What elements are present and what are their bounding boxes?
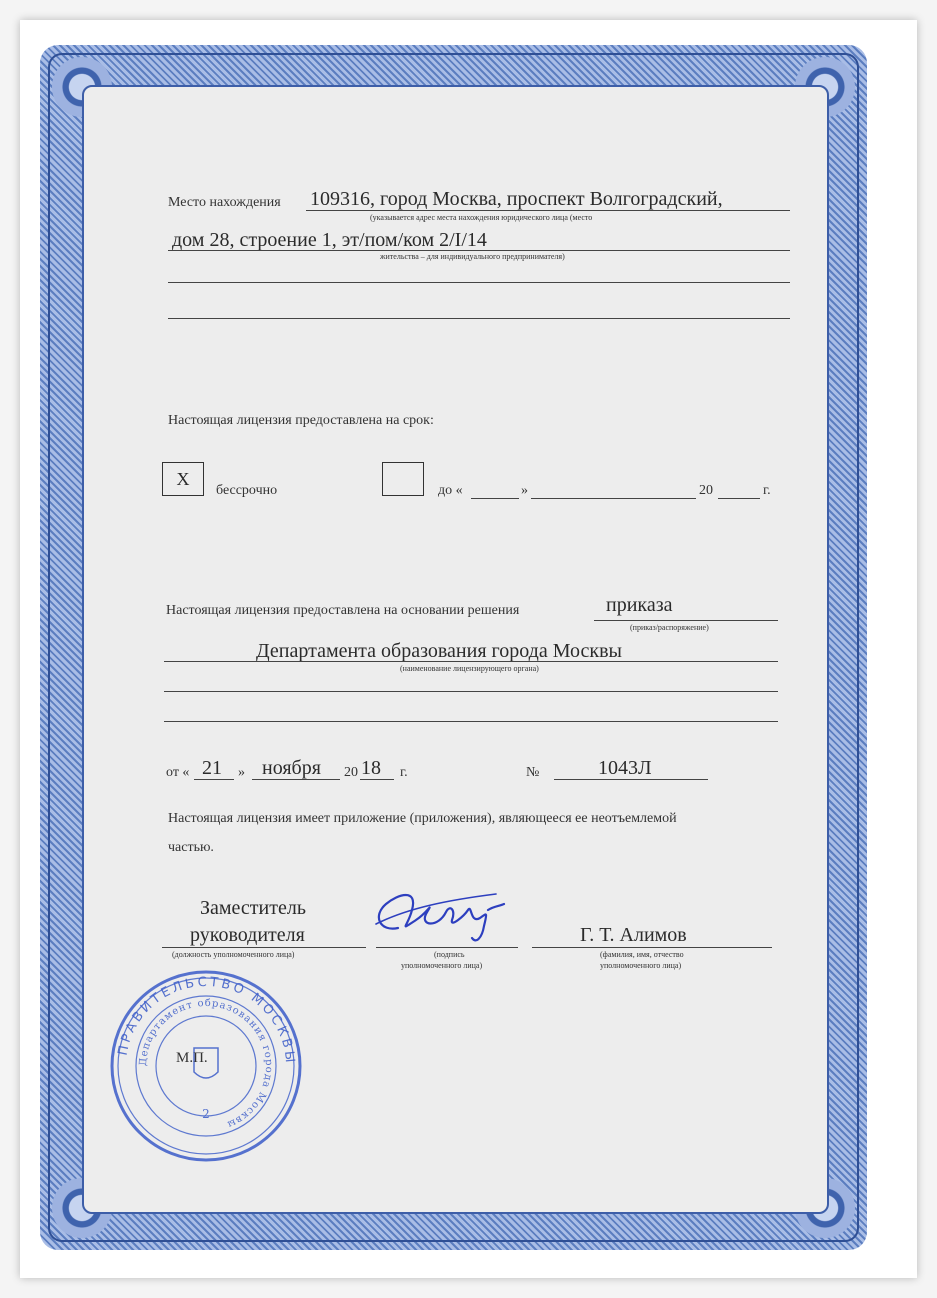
blank-line bbox=[168, 282, 790, 283]
basis-authority-hint: (наименование лицензирующего органа) bbox=[400, 664, 539, 673]
license-number-underline bbox=[554, 779, 708, 780]
date-year-prefix: 20 bbox=[344, 765, 358, 780]
until-year-line bbox=[718, 498, 760, 499]
until-checkbox bbox=[382, 462, 424, 496]
location-hint1: (указывается адрес места нахождения юридического лица (место bbox=[370, 213, 593, 222]
date-month: ноября bbox=[262, 757, 321, 779]
signature-hint-line1: (подпись bbox=[434, 950, 465, 959]
seal-place-label: М.П. bbox=[176, 1050, 208, 1066]
until-day-line bbox=[471, 498, 519, 499]
location-line2-underline bbox=[168, 250, 790, 251]
signature-handwritten bbox=[368, 880, 528, 950]
number-label: № bbox=[526, 765, 540, 780]
unlimited-checkbox: X bbox=[162, 462, 204, 496]
name-hint-line1: (фамилия, имя, отчество bbox=[600, 950, 684, 959]
basis-authority: Департамента образования города Москвы bbox=[256, 640, 622, 662]
signatory-name: Г. Т. Алимов bbox=[580, 924, 687, 946]
date-day: 21 bbox=[202, 757, 222, 779]
basis-decision-hint: (приказ/распоряжение) bbox=[630, 623, 709, 632]
location-line1-underline bbox=[306, 210, 790, 211]
blank-line bbox=[168, 318, 790, 319]
until-prefix: до « bbox=[438, 483, 463, 498]
unlimited-label: бессрочно bbox=[216, 483, 278, 498]
until-year-prefix: 20 bbox=[699, 483, 713, 498]
seal-inner-text: Департамент образования города Москвы bbox=[137, 997, 275, 1131]
date-day-underline bbox=[194, 779, 234, 780]
position-underline bbox=[162, 947, 366, 948]
until-month-line bbox=[531, 498, 696, 499]
basis-decision-underline bbox=[594, 620, 778, 621]
seal-number: 2 bbox=[202, 1107, 210, 1121]
appendix-text-line1: Настоящая лицензия имеет приложение (приложения), являющееся ее неотъемлемой bbox=[168, 811, 677, 826]
blank-line bbox=[164, 721, 778, 722]
date-from: от « bbox=[166, 765, 190, 780]
license-number: 1043Л bbox=[598, 757, 652, 779]
basis-label: Настоящая лицензия предоставлена на основании решения bbox=[166, 603, 520, 618]
position-line2: руководителя bbox=[190, 924, 305, 946]
until-mid: » bbox=[521, 483, 528, 498]
date-year: 18 bbox=[361, 757, 381, 779]
position-hint: (должность уполномоченного лица) bbox=[172, 950, 295, 959]
until-year-suffix: г. bbox=[763, 483, 771, 498]
name-hint-line2: уполномоченного лица) bbox=[600, 961, 682, 970]
date-year-suffix: г. bbox=[400, 765, 408, 780]
name-underline bbox=[532, 947, 772, 948]
seal-outer-text: ПРАВИТЕЛЬСТВО МОСКВЫ bbox=[115, 974, 298, 1067]
location-label: Место нахождения bbox=[168, 195, 281, 210]
signature-hint-line2: уполномоченного лица) bbox=[401, 961, 483, 970]
blank-line bbox=[164, 691, 778, 692]
basis-authority-underline bbox=[164, 661, 778, 662]
location-line1: 109316, город Москва, проспект Волгоградский, bbox=[310, 188, 723, 210]
basis-decision: приказа bbox=[606, 594, 673, 616]
term-label: Настоящая лицензия предоставлена на срок: bbox=[168, 413, 434, 428]
appendix-text-line2: частью. bbox=[168, 840, 214, 855]
position-line1: Заместитель bbox=[200, 897, 306, 919]
signature-underline bbox=[376, 947, 518, 948]
date-year-underline bbox=[360, 779, 394, 780]
location-hint2: жительства – для индивидуального предпринимателя) bbox=[380, 252, 565, 261]
location-line2: дом 28, строение 1, эт/пом/ком 2/I/14 bbox=[172, 229, 487, 251]
date-quote-close: » bbox=[238, 765, 245, 780]
date-month-underline bbox=[252, 779, 340, 780]
